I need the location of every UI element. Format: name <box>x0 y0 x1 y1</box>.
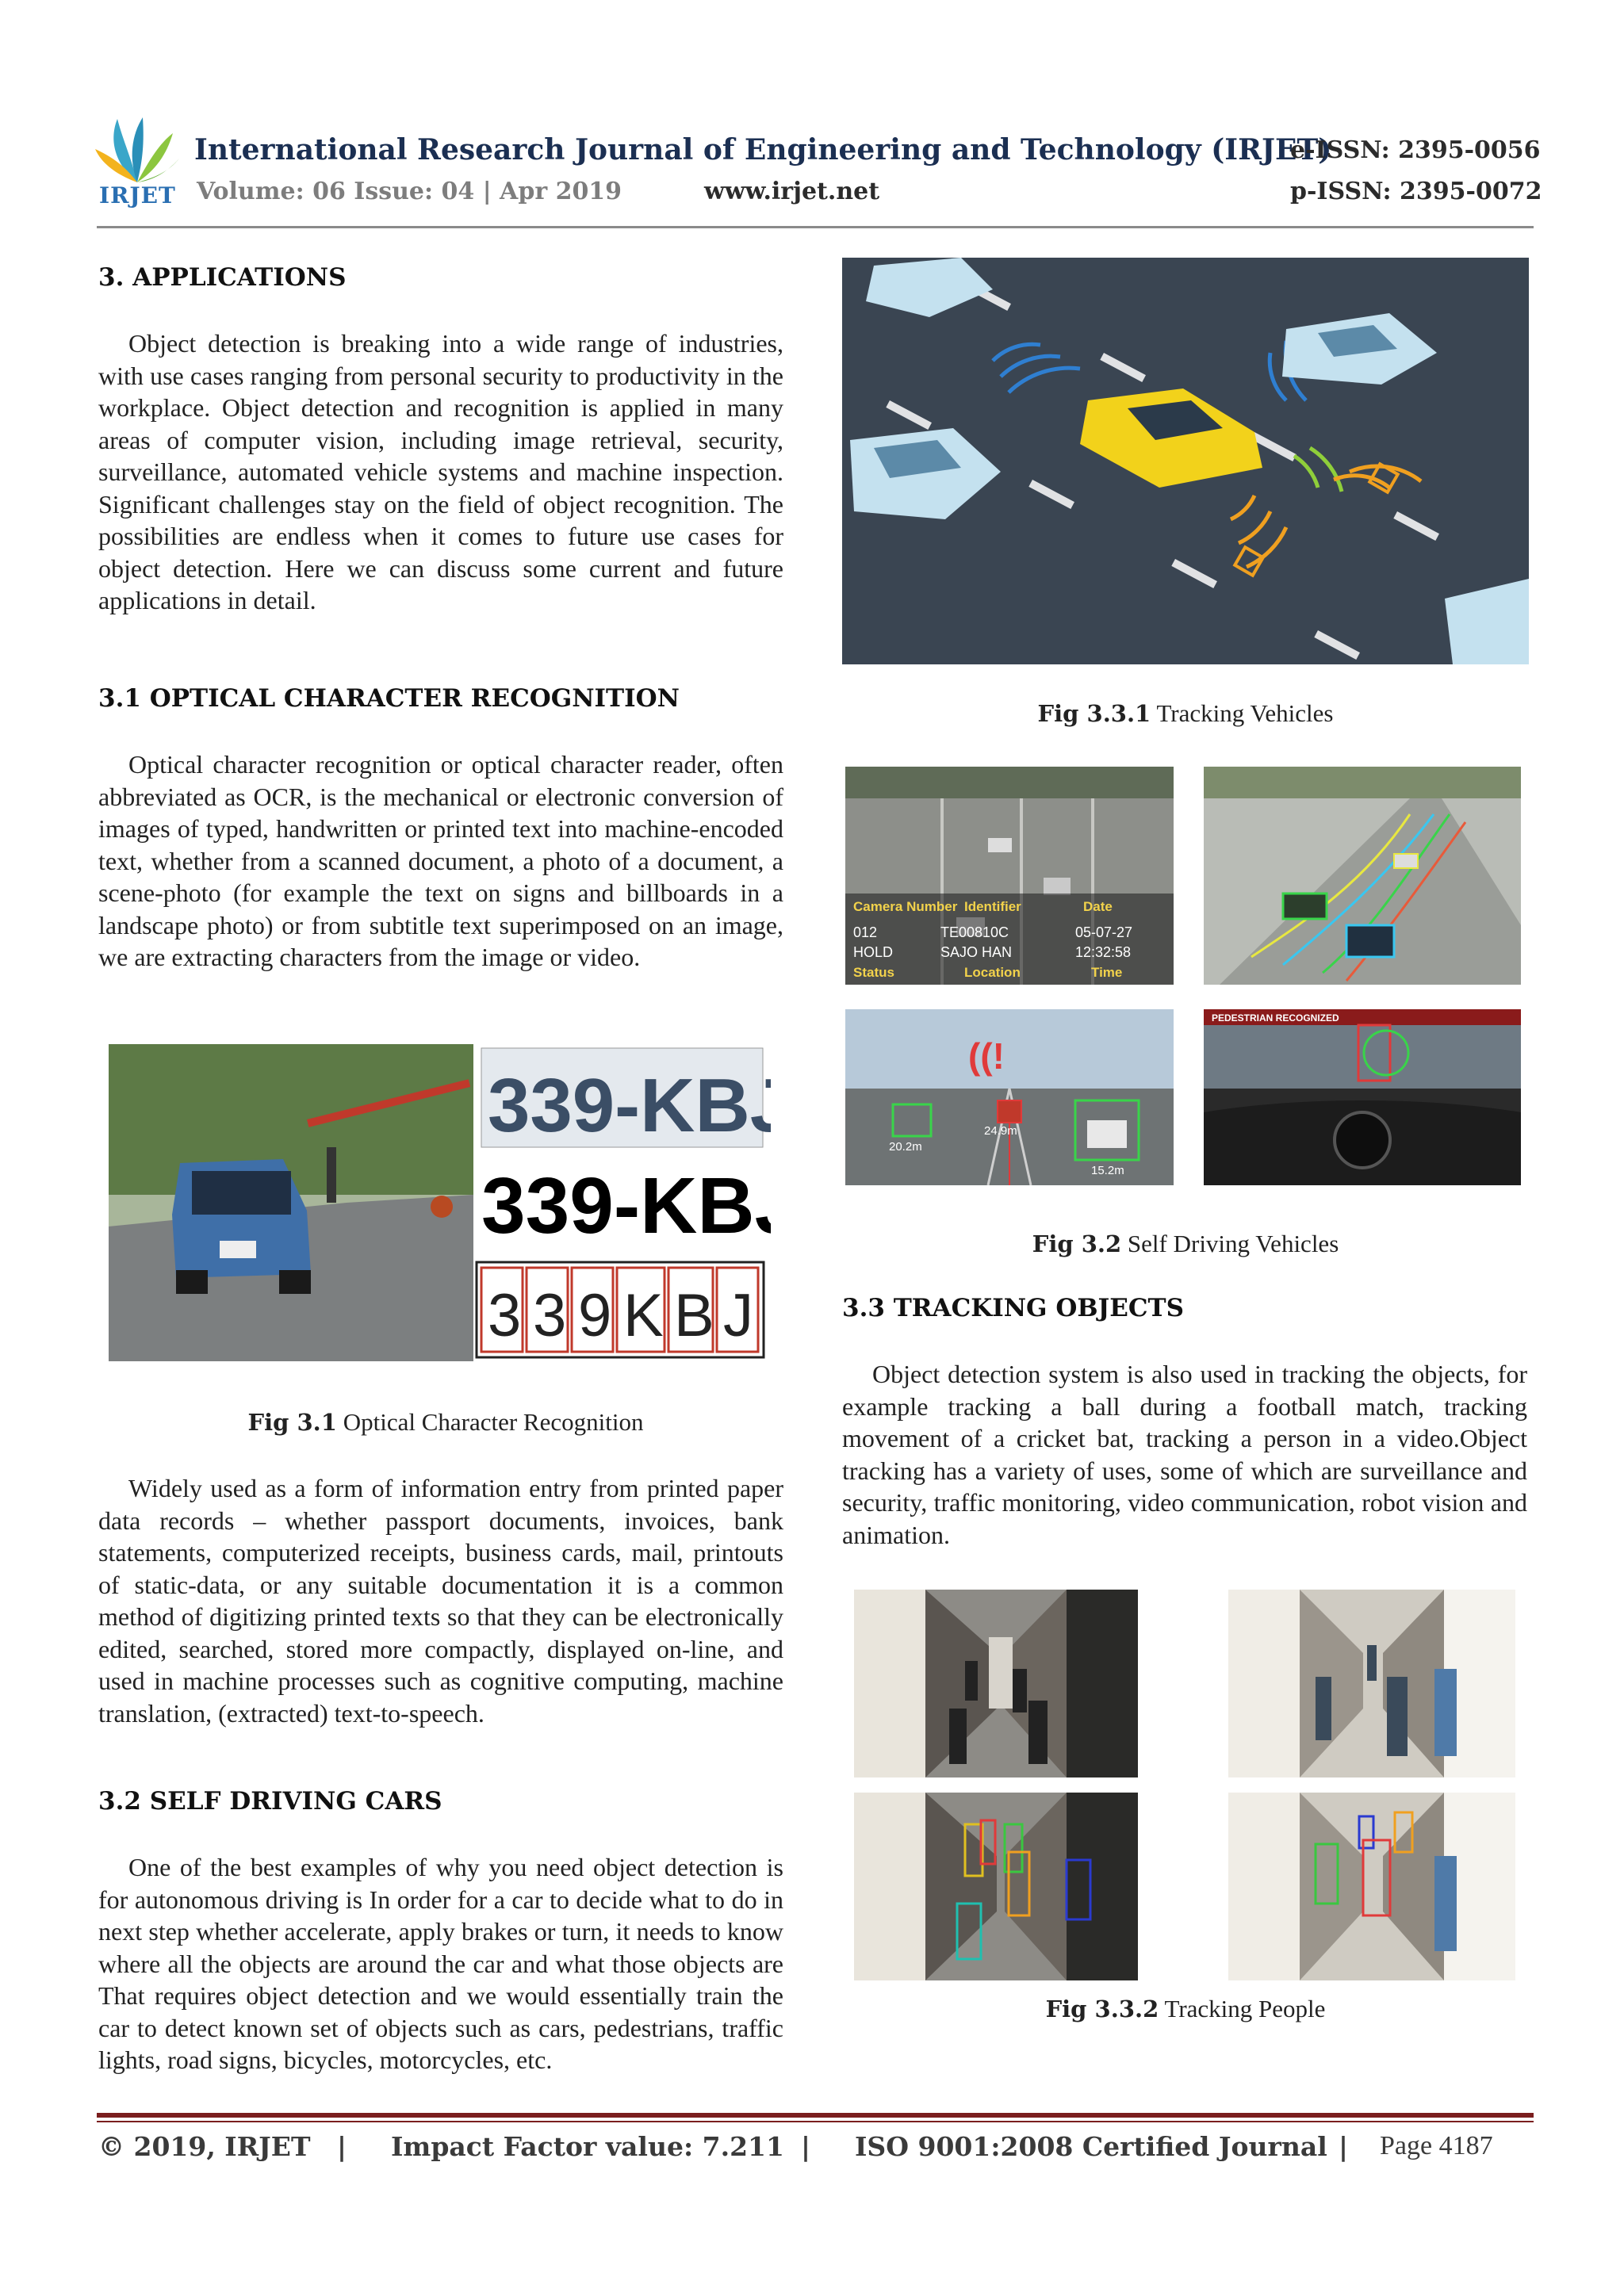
tracking-paragraph: Object detection system is also used in tracking the objects, for example tracking a ball during a football match, tracking movement of a cricket bat, tracking a person in a video.Object tracking has a variety of uses, some of which are surveillance and security, traffic monitoring, video communication, robot vision and animation. <box>842 1360 1527 1549</box>
footer-separator-1: | <box>337 2131 347 2162</box>
self-driving-image-highway-tracks <box>1204 767 1521 985</box>
pissn: p-ISSN: 2395-0072 <box>1290 178 1542 205</box>
logo-text: IRJET <box>99 182 176 209</box>
fig332-title: Tracking People <box>1164 1995 1326 2022</box>
ocr-paragraph: Optical character recognition or optical character reader, often abbreviated as OCR, is the mechanical or electronic conversion of images of typed, handwritten or printed text into machine-encoded text, whether from a scanned document, a photo of a document, a scene-photo (for example the text on signs and billboards in a landscape photo) or from subtitle text superimposed on an image, we are extracting characters from the image or video. <box>98 750 783 971</box>
overlay-identifier: Identifier <box>964 899 1021 914</box>
plate-text-binary: 339-KBJ <box>481 1161 771 1250</box>
fig331-caption <box>842 699 1529 728</box>
header-rule <box>97 226 1534 228</box>
footer-rule-thin <box>97 2121 1534 2122</box>
fig331-label: Fig 3.3.1 <box>1037 700 1151 727</box>
svg-text:3: 3 <box>533 1282 567 1349</box>
footer-separator-2: | <box>801 2131 811 2162</box>
overlay-status: HOLD <box>853 944 894 960</box>
fig32-label: Fig 3.2 <box>1032 1230 1122 1257</box>
warning-icon: ((! <box>968 1035 1005 1077</box>
ocr-figure-image <box>109 1044 771 1361</box>
svg-text:B: B <box>674 1282 714 1349</box>
segmented-plate <box>477 1262 764 1357</box>
svg-text:9: 9 <box>578 1282 612 1349</box>
overlay-camera-number: Camera Number <box>853 899 958 914</box>
heading-self-driving: 3.2 SELF DRIVING CARS <box>98 1787 442 1816</box>
overlay-time-label: Time <box>1091 965 1123 980</box>
distance-right: 15.2m <box>1091 1164 1124 1177</box>
fig332-label: Fig 3.3.2 <box>1045 1996 1159 2022</box>
heading-tracking: 3.3 TRACKING OBJECTS <box>842 1294 1184 1322</box>
distance-center: 24.9m <box>984 1124 1017 1138</box>
website[interactable]: www.irjet.net <box>704 178 880 205</box>
self-driving-image-pedestrian <box>1204 1009 1521 1185</box>
pedestrian-banner: PEDESTRIAN RECOGNIZED <box>1212 1012 1339 1024</box>
journal-title: International Research Journal of Engineering and Technology (IRJET) <box>194 133 1332 166</box>
tracking-vehicles-image <box>842 258 1529 664</box>
overlay-location-label: Location <box>964 965 1021 980</box>
svg-text:3: 3 <box>488 1282 522 1349</box>
fig32-caption <box>842 1230 1529 1258</box>
volume-issue: Volume: 06 Issue: 04 | Apr 2019 <box>197 178 622 205</box>
overlay-date: Date <box>1083 899 1113 914</box>
self-driving-image-traffic-cam <box>845 767 1174 985</box>
footer-impact-factor: Impact Factor value: 7.211 <box>391 2131 784 2162</box>
suv-car <box>172 1159 311 1294</box>
heading-ocr: 3.1 OPTICAL CHARACTER RECOGNITION <box>98 684 680 713</box>
tracking-people-image-2 <box>1228 1590 1515 1777</box>
fig31-label: Fig 3.1 <box>247 1409 337 1436</box>
plate-text-top: 339-KBJ <box>488 1063 771 1148</box>
fig31-caption <box>103 1408 788 1437</box>
fig331-title: Tracking Vehicles <box>1156 699 1334 727</box>
heading-applications: 3. APPLICATIONS <box>98 263 347 292</box>
eissn: e-ISSN: 2395-0056 <box>1290 136 1541 164</box>
tracking-people-image-3 <box>854 1793 1138 1980</box>
distance-left: 20.2m <box>889 1140 922 1154</box>
overlay-status-label: Status <box>853 965 894 980</box>
self-driving-paragraph: One of the best examples of why you need object detection is for autonomous driving is In order for a car to decide what to do in next step whether accelerate, apply brakes or turn, it needs to know where all the objects are around the car and what those objects are That requires object detection and we would essentially train the car to detect known set of objects such as cars, pedestrians, traffic lights, road signs, bicycles, motorcycles, etc. <box>98 1853 783 2074</box>
ocr-paragraph-2: Widely used as a form of information entry from printed paper data records – whether passport documents, invoices, bank statements, computerized receipts, business cards, mail, printouts of static-data, or any suitable documentation it is a common method of digitizing printed texts so that they can be electronically edited, searched, stored more compactly, displayed on-line, and used in machine processes such as cognitive computing, machine translation, (extracted) text-to-speech. <box>98 1474 783 1728</box>
tracking-people-image-1 <box>854 1590 1138 1777</box>
overlay-location: SAJO HAN <box>940 944 1013 960</box>
overlay-camera-id: 012 <box>853 924 878 940</box>
footer-rule-thick <box>97 2113 1534 2118</box>
footer-iso: ISO 9001:2008 Certified Journal <box>855 2131 1327 2162</box>
footer-separator-3: | <box>1339 2131 1349 2162</box>
svg-text:J: J <box>723 1282 753 1349</box>
self-driving-image-distance <box>845 1009 1174 1185</box>
fig31-title: Optical Character Recognition <box>343 1408 644 1436</box>
overlay-identifier-value: TE00810C <box>940 924 1009 940</box>
footer-page-number: Page 4187 <box>1380 2131 1493 2160</box>
overlay-date-value: 05-07-27 <box>1075 924 1133 940</box>
overlay-time-value: 12:32:58 <box>1075 944 1132 960</box>
footer-copyright: © 2019, IRJET <box>98 2131 311 2162</box>
fig32-title: Self Driving Vehicles <box>1127 1230 1339 1257</box>
tracking-people-image-4 <box>1228 1793 1515 1980</box>
svg-text:K: K <box>623 1282 664 1349</box>
applications-paragraph: Object detection is breaking into a wide range of industries, with use cases ranging from personal security to productivity in the workplace. Object detection and recognition is applied in many areas of computer vision, including image retrieval, security, surveillance, automated vehicle systems and machine inspection. Significant challenges stay on the field of object recognition. The possibilities are endless when it comes to future use cases for object detection. Here we can discuss some current and future applications in detail. <box>98 329 783 614</box>
fig332-caption <box>842 1995 1529 2023</box>
